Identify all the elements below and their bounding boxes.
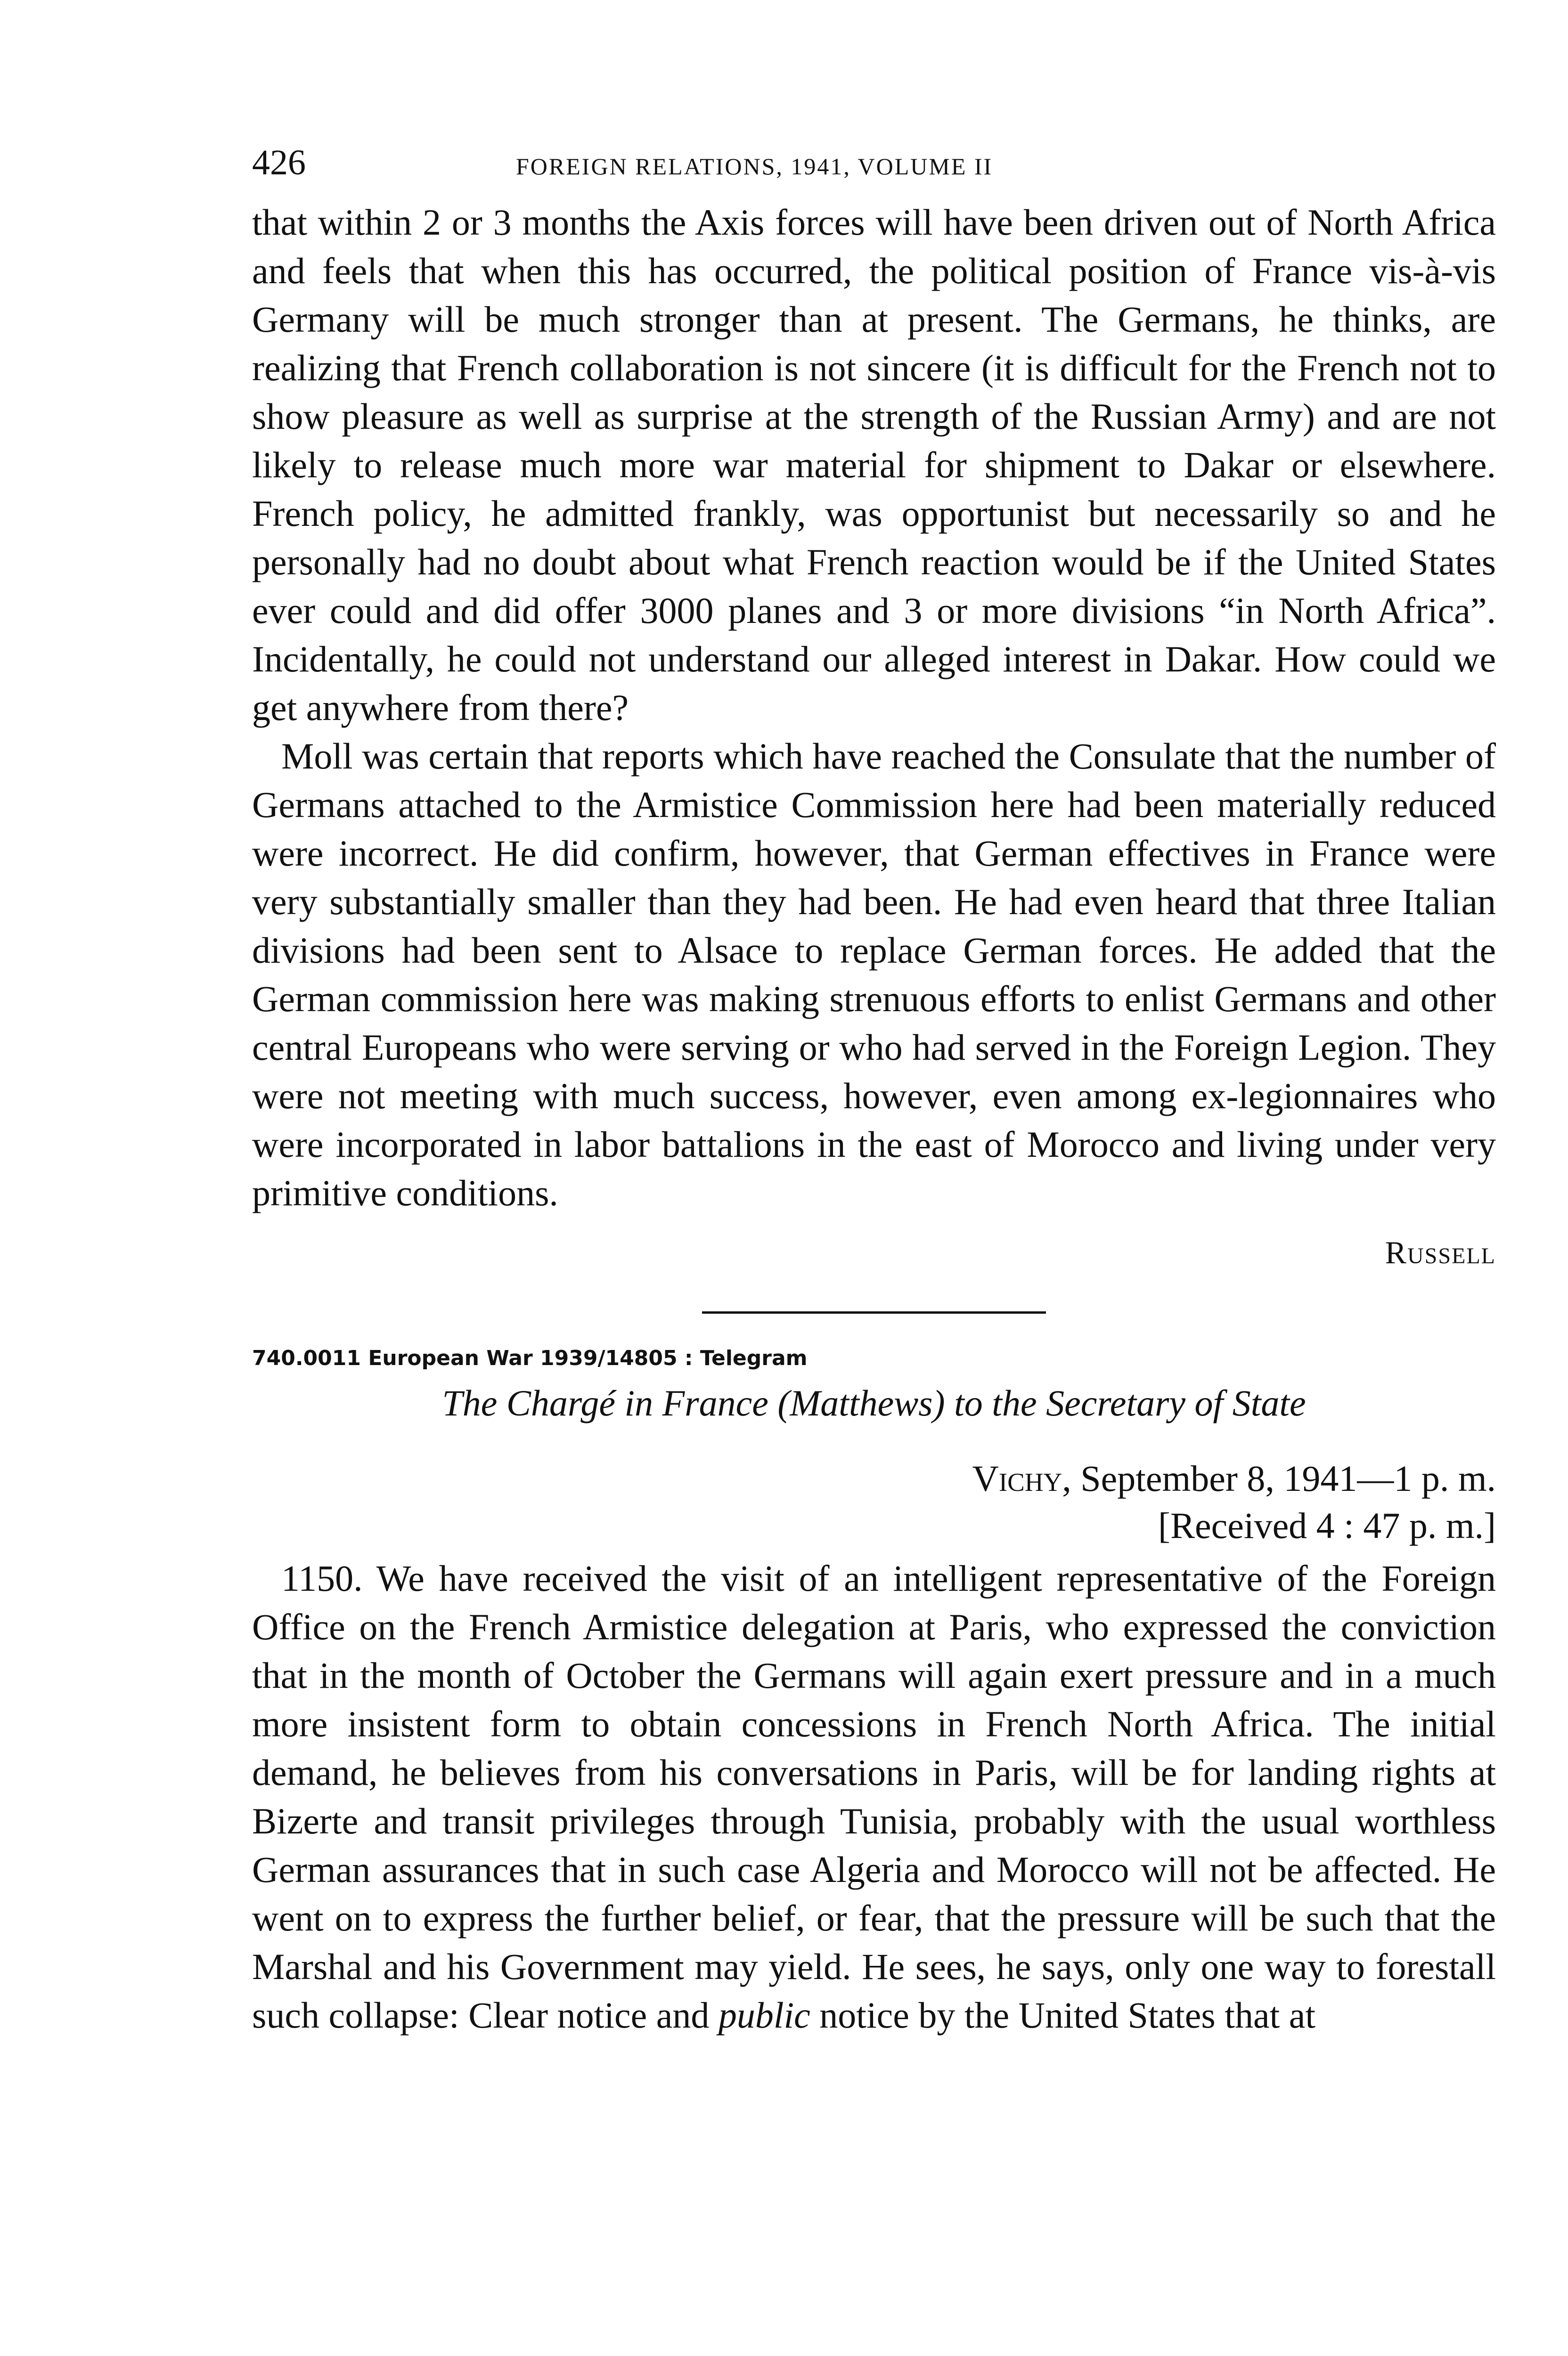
file-reference: 740.0011 European War 1939/14805 : Telegram [252, 1346, 808, 1370]
telegram-body [252, 1554, 1496, 2039]
dateline [252, 1455, 1496, 1502]
document-page [252, 141, 1496, 2039]
continued-paragraph-2: Moll was certain that reports which have reached the Consulate that the number of Germans attached to the Armistice Commission here had been materially reduced were incorrect. He did confirm, however, that German effectives in France were very substantially smaller than they had been. He had even heard that three Italian divisions had been sent to Alsace to replace German forces. He added that the German commission here was making strenuous efforts to enlist Germans and other central Europeans who were serving or who had served in the Foreign Legion. They were not meeting with much success, however, even among ex-legionnaires who were incorporated in labor battalions in the east of Morocco and living under very primitive conditions. [252, 736, 1496, 1213]
received-time: [Received 4 : 47 p. m.] [1158, 1505, 1496, 1546]
running-title: FOREIGN RELATIONS, 1941, VOLUME II [516, 153, 993, 180]
page-number: 426 [252, 143, 306, 182]
dateline-date: September 8, 1941—1 p. m. [1080, 1458, 1496, 1499]
telegram-body-emphasis: public [718, 1995, 810, 2036]
telegram-body-end: notice by the United States that at [810, 1995, 1316, 2036]
dateline-place: Vichy, [972, 1458, 1071, 1499]
running-header [252, 141, 1496, 198]
section-divider [702, 1311, 1046, 1314]
signature-russell: Russell [1385, 1235, 1496, 1270]
continued-paragraph-1: that within 2 or 3 months the Axis forces will have been driven out of North Africa and feels that when this has occurred, the political position of France vis-à-vis Germany will be much stronger than at present. The Germans, he thinks, are realizing that French collaboration is not sincere (it is difficult for the French not to show pleasure as well as surprise at the strength of the Russian Army) and are not likely to release much more war material for shipment to Dakar or elsewhere. French policy, he admitted frankly, was opportunist but necessarily so and he personally had no doubt about what French reaction would be if the United States ever could and did offer 3000 planes and 3 or more divisions “in North Africa”. Incidentally, he could not understand our alleged interest in Dakar. How could we get anywhere from there? [252, 202, 1496, 728]
telegram-body-text: 1150. We have received the visit of an intelligent representative of the Foreign Office on the French Armistice delegation at Paris, who expressed the conviction that in the month of October the Germans will again exert pressure and in a much more insistent form to obtain concessions in French North Africa. The initial demand, he believes from his conversations in Paris, will be for landing rights at Bizerte and transit privileges through Tunisia, probably with the usual worthless German assurances that in such case Algeria and Morocco will not be affected. He went on to express the further belief, or fear, that the pressure will be such that the Marshal and his Government may yield. He sees, he says, only one way to forestall such collapse: Clear notice and [252, 1558, 1496, 2036]
document-title: The Chargé in France (Matthews) to the Secretary of State [442, 1383, 1306, 1423]
